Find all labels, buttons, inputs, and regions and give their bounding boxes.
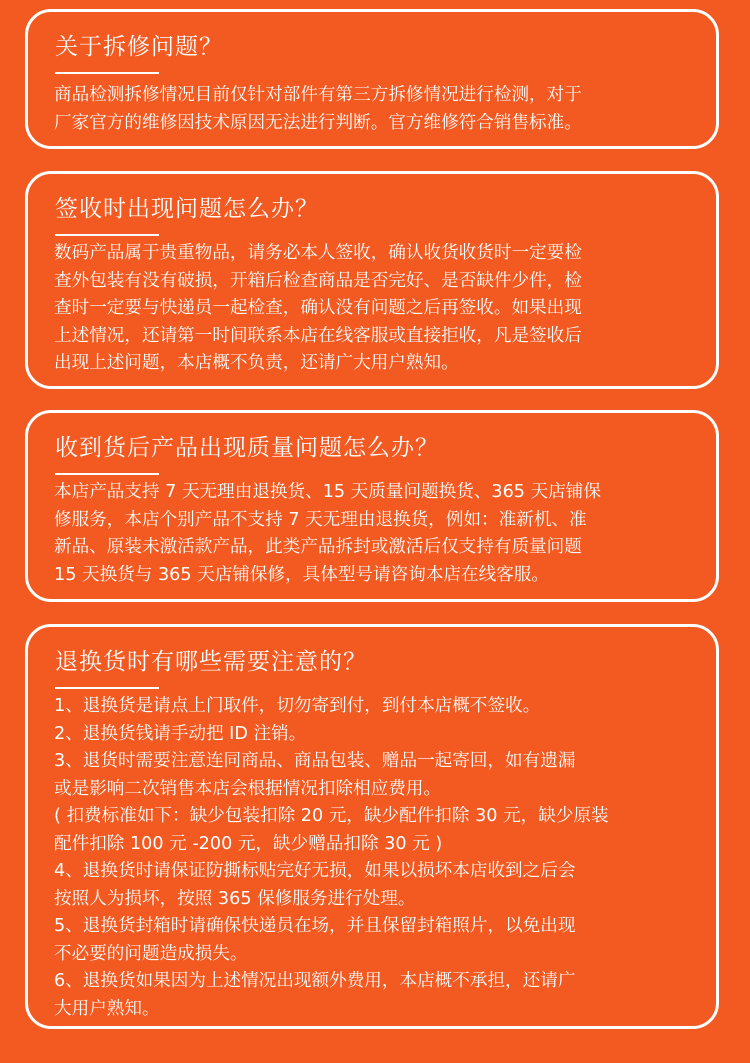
body-line: 出现上述问题，本店概不负责，还请广大用户熟知。 bbox=[54, 353, 459, 373]
title-underline bbox=[55, 687, 159, 689]
card-body bbox=[54, 240, 702, 378]
card-body bbox=[54, 479, 702, 589]
body-line: 2、退换货钱请手动把 ID 注销。 bbox=[54, 723, 307, 744]
faq-card-signing bbox=[25, 171, 719, 389]
body-line: 3、退货时需要注意连同商品、商品包装、赠品一起寄回，如有遗漏 bbox=[54, 751, 576, 771]
body-line: 上述情况，还请第一时间联系本店在线客服或直接拒收，凡是签收后 bbox=[54, 325, 582, 346]
body-line: 5、退换货封箱时请确保快递员在场，并且保留封箱照片，以免出现 bbox=[54, 916, 576, 936]
card-title: 签收时出现问题怎么办？ bbox=[55, 196, 319, 222]
body-line: 商品检测拆修情况目前仅针对部件有第三方拆修情况进行检测，对于 bbox=[54, 85, 582, 105]
body-line: 修服务，本店个别产品不支持 7 天无理由退换货，例如：准新机、准 bbox=[54, 509, 587, 530]
body-line: 4、退换货时请保证防撕标贴完好无损，如果以损坏本店收到之后会 bbox=[54, 861, 576, 881]
body-line: 1、退换货是请点上门取件，切勿寄到付，到付本店概不签收。 bbox=[54, 696, 541, 716]
body-line: 本店产品支持 7 天无理由退换货、15 天质量问题换货、365 天店铺保 bbox=[54, 482, 601, 502]
faq-card-repair bbox=[25, 9, 719, 149]
faq-card-quality bbox=[25, 410, 719, 602]
body-line: 查外包装有没有破损，开箱后检查商品是否完好、是否缺件少件，检 bbox=[54, 270, 582, 291]
body-line: 大用户熟知。 bbox=[54, 998, 160, 1019]
title-underline bbox=[55, 72, 159, 74]
card-title: 收到货后产品出现质量问题怎么办？ bbox=[55, 435, 439, 461]
title-underline bbox=[55, 473, 159, 475]
card-title: 退换货时有哪些需要注意的？ bbox=[55, 649, 367, 675]
body-line: 厂家官方的维修因技术原因无法进行判断。官方维修符合销售标准。 bbox=[54, 112, 582, 133]
body-line: 配件扣除 100 元 -200 元，缺少赠品扣除 30 元 ) bbox=[54, 833, 443, 854]
body-line: 查时一定要与快递员一起检查，确认没有问题之后再签收。如果出现 bbox=[54, 298, 582, 318]
card-body bbox=[54, 693, 702, 1023]
body-line: 数码产品属于贵重物品，请务必本人签收，确认收货收货时一定要检 bbox=[54, 243, 582, 263]
body-line: 或是影响二次销售本店会根据情况扣除相应费用。 bbox=[54, 778, 442, 799]
body-line: 不必要的问题造成损失。 bbox=[54, 943, 248, 964]
card-title: 关于拆修问题？ bbox=[55, 34, 223, 60]
body-line: 按照人为损坏，按照 365 保修服务进行处理。 bbox=[54, 888, 416, 909]
body-line: ( 扣费标准如下：缺少包装扣除 20 元，缺少配件扣除 30 元，缺少原装 bbox=[54, 806, 609, 826]
card-body bbox=[54, 82, 702, 137]
title-underline bbox=[55, 234, 159, 236]
body-line: 新品、原装未激活款产品，此类产品拆封或激活后仅支持有质量问题 bbox=[54, 537, 582, 557]
body-line: 15 天换货与 365 天店铺保修，具体型号请咨询本店在线客服。 bbox=[54, 564, 549, 585]
body-line: 6、退换货如果因为上述情况出现额外费用，本店概不承担，还请广 bbox=[54, 971, 576, 991]
faq-card-returns bbox=[25, 624, 719, 1029]
